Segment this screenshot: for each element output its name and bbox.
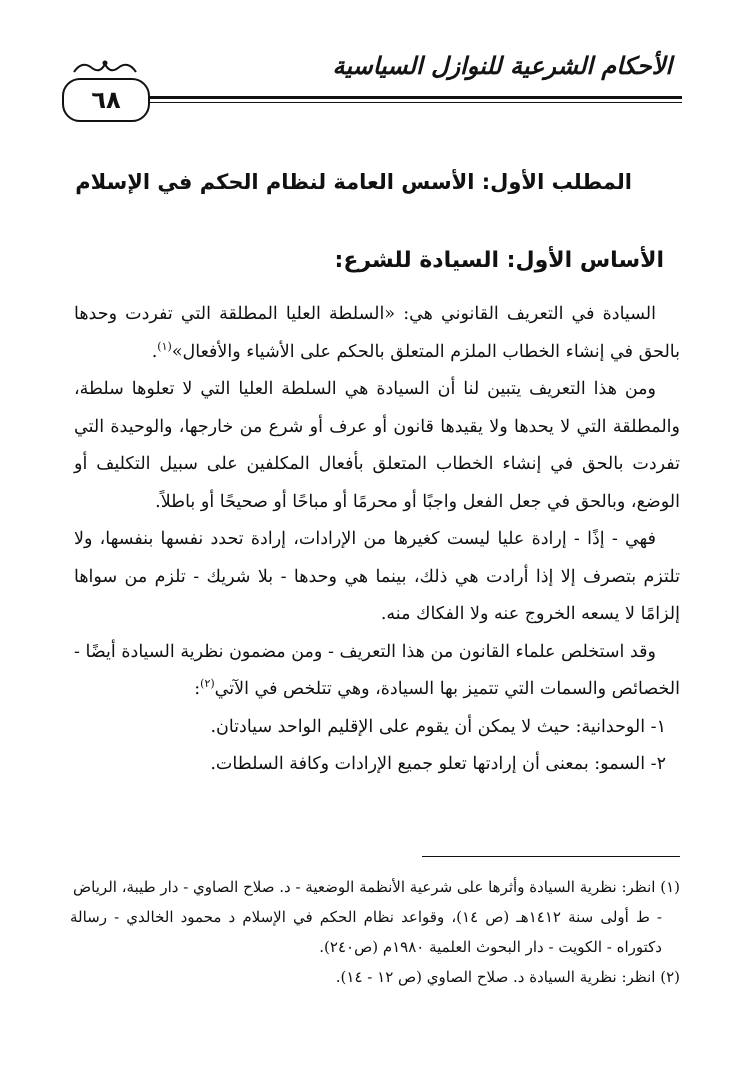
paragraph: ومن هذا التعريف يتبين لنا أن السيادة هي السلطة العليا التي لا تعلوها سلطة، والمطلقة التي لا يحدها ولا يقيدها قانون أو عرف أو شرع من خارجها، والوحيدة التي تفردت بالحق في إنشاء الخطاب المتعلق بأفعال المكلفين على سبيل التكليف أو الوضع، وبالحق في جعل الفعل واجبًا أو محرمًا أو مباحًا أو صحيحًا أو باطلاً. <box>74 379 680 512</box>
footnote: (١) انظر: نظرية السيادة وأثرها على شرعية الأنظمة الوضعية - د. صلاح الصاوي - دار طيبة، الرياض <box>73 878 680 896</box>
footnotes <box>70 872 680 992</box>
footnote: - ط أولى سنة ١٤١٢هـ (ص ١٤)، وقواعد نظام الحكم في الإسلام د محمود الخالدي - رسالة دكتوراه - الكويت - دار البحوث العلمية ١٩٨٠م (ص٢٤٠). <box>70 908 663 956</box>
main-text <box>74 296 680 784</box>
list-item: ١- الوحدانية: حيث لا يمكن أن يقوم على الإقليم الواحد سيادتان. <box>210 716 666 737</box>
paragraph: فهي - إذًا - إرادة عليا ليست كغيرها من الإرادات، إرادة تحدد نفسها بنفسها، ولا تلتزم بتصرف إلا إذا أرادت هي ذلك، بينما هي وحدها - بلا شريك - تلزم من سواها إلزامًا لا يسعه الخروج عنه ولا الفكاك منه. <box>74 529 680 624</box>
list-item: ٢- السمو: بمعنى أن إرادتها تعلو جميع الإرادات وكافة السلطات. <box>210 754 666 774</box>
footnote-ref: (١) <box>157 339 172 353</box>
footnote-divider <box>422 856 680 857</box>
section-heading: المطلب الأول: الأسس العامة لنظام الحكم في الإسلام <box>75 170 632 194</box>
paragraph: وقد استخلص علماء القانون من هذا التعريف - ومن مضمون نظرية السيادة أيضًا - الخصائص والسمات التي تتميز بها السيادة، وهي تتلخص في الآتي$^{(٢)}$: <box>74 641 680 699</box>
footnote: (٢) انظر: نظرية السيادة د. صلاح الصاوي (ص ١٢ - ١٤). <box>335 968 680 986</box>
page-header <box>58 38 682 114</box>
footnote-ref: (٢) <box>200 677 215 691</box>
sub-heading: الأساس الأول: السيادة للشرع: <box>334 248 664 273</box>
running-title: الأحكام الشرعية للنوازل السياسية <box>332 52 672 80</box>
page-number: ٦٨ <box>62 78 150 122</box>
header-rule <box>150 96 682 99</box>
ornament-icon <box>72 58 138 78</box>
header-rule-thin <box>150 102 682 103</box>
paragraph: السيادة في التعريف القانوني هي: «السلطة العليا المطلقة التي تفردت وحدها بالحق في إنشاء الخطاب الملزم المتعلق بالحكم على الأشياء والأفعال»$^{(١)}$. <box>74 304 680 362</box>
